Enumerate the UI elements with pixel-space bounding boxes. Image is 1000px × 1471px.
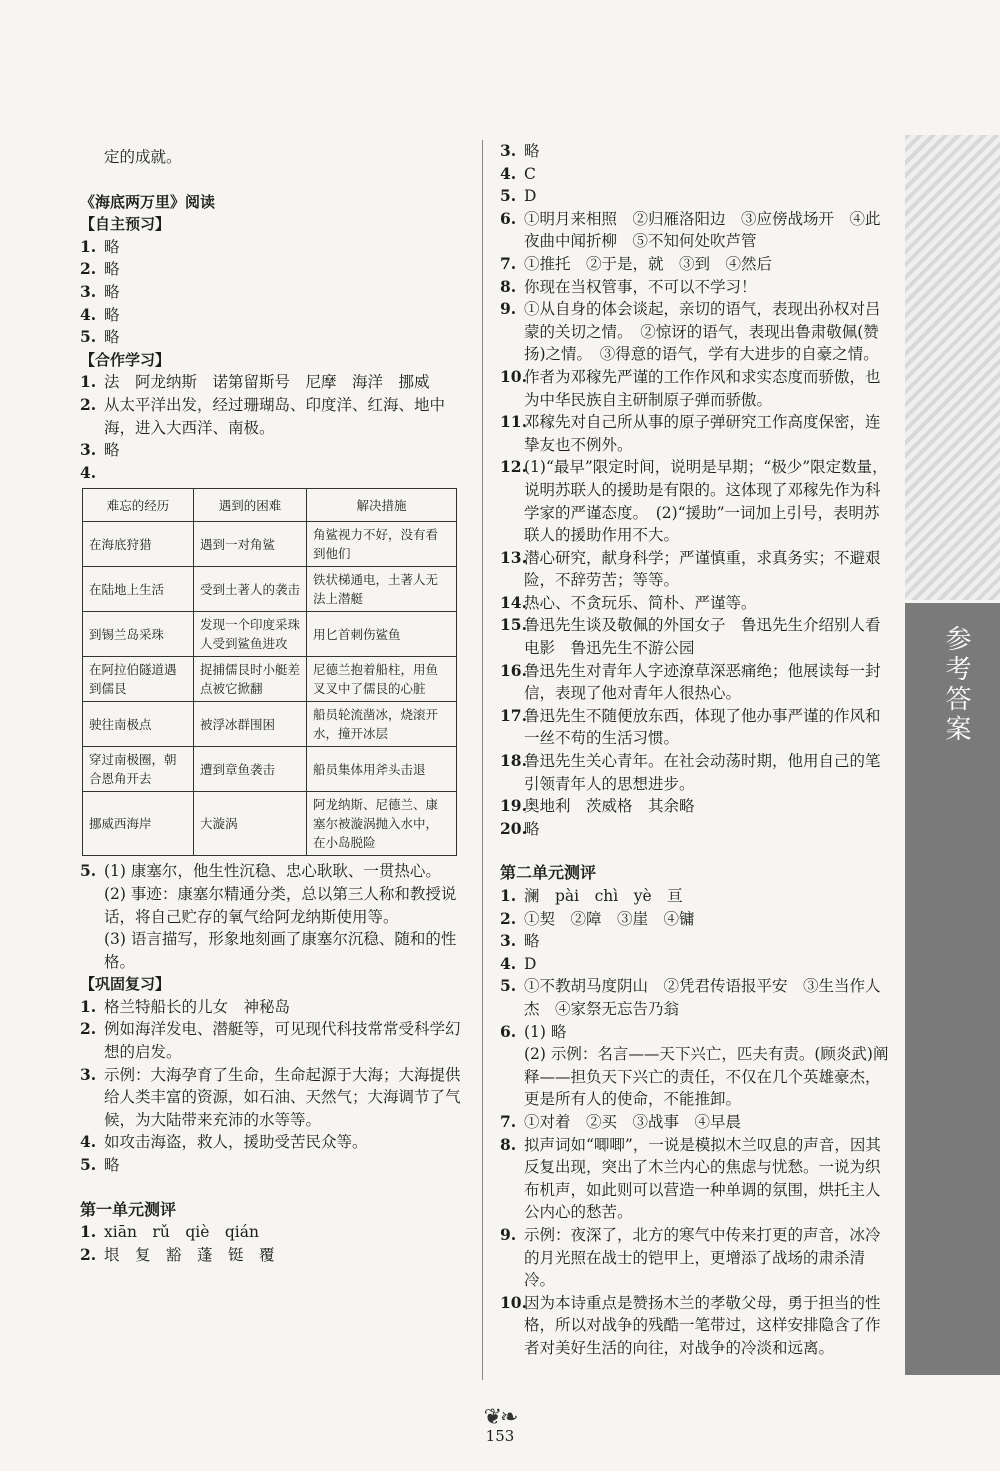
item-number: 14. bbox=[500, 592, 527, 612]
item5-line-2: (2) 事迹：康塞尔精通分类，总以第三人称和教授说话，将自己贮存的氧气给阿龙纳斯使用等。 bbox=[104, 884, 457, 926]
item-number: 6. bbox=[500, 208, 517, 228]
list-item bbox=[500, 953, 892, 976]
table-cell: 船员集体用斧头击退 bbox=[307, 747, 457, 792]
item-number: 10. bbox=[500, 366, 527, 386]
list-item bbox=[500, 614, 892, 659]
item-text: xiān rǔ qiè qián bbox=[104, 1223, 259, 1242]
list-item bbox=[80, 281, 465, 304]
item-text bbox=[104, 462, 465, 485]
sidebar-decoration bbox=[905, 135, 1000, 1375]
item-text: 略 bbox=[104, 305, 120, 324]
item-number: 5. bbox=[80, 861, 97, 881]
list-item bbox=[500, 1292, 892, 1360]
experience-table bbox=[82, 488, 457, 856]
unit1-title: 第一单元测评 bbox=[80, 1199, 177, 1219]
item-text: 如攻击海盗，救人，援助受苦民众等。 bbox=[104, 1133, 368, 1152]
item-text: 示例：夜深了，北方的寒气中传来打更的声音，冰冷的月光照在战士的铠甲上，更增添了战场的肃杀清冷。 bbox=[524, 1225, 881, 1290]
item-number: 13. bbox=[500, 547, 527, 567]
table-cell: 尼德兰抱着船柱，用鱼叉叉中了儒艮的心脏 bbox=[307, 657, 457, 702]
item-text: 作者为邓稼先严谨的工作作风和求实态度而骄傲，也为中华民族自主研制原子弹而骄傲。 bbox=[524, 367, 881, 409]
item-number: 4. bbox=[80, 462, 97, 482]
list-item bbox=[500, 163, 892, 186]
table-cell: 用匕首刺伤鲨鱼 bbox=[307, 612, 457, 657]
item-number: 12. bbox=[500, 457, 527, 477]
list-item bbox=[500, 298, 892, 366]
right-column bbox=[500, 140, 892, 1359]
item-number: 4. bbox=[80, 304, 97, 324]
item-text: 示例：大海孕育了生命，生命起源于大海；大海提供给人类丰富的资源，如石油、天然气；大海调节了气候，为大陆带来充沛的水等等。 bbox=[104, 1065, 461, 1129]
item-number: 8. bbox=[500, 276, 517, 296]
item-text: 拟声词如“唧唧”，一说是模拟木兰叹息的声音，因其反复出现，突出了木兰内心的焦虑与忧愁。一说为织布机声，如此则可以营造一种单调的氛围，烘托主人公内心的愁苦。 bbox=[524, 1135, 881, 1222]
list-item bbox=[500, 1111, 892, 1134]
item-number: 3. bbox=[500, 931, 517, 951]
item-text: 略 bbox=[104, 237, 120, 256]
list-item bbox=[80, 371, 465, 394]
item-number: 20. bbox=[500, 818, 527, 838]
item-text: 鲁迅先生谈及敬佩的外国女子 鲁迅先生介绍别人看电影 鲁迅先生不游公园 bbox=[524, 616, 881, 658]
list-item bbox=[80, 439, 465, 462]
item-number: 17. bbox=[500, 705, 527, 725]
item-text: 略 bbox=[524, 142, 540, 160]
item-number: 1. bbox=[500, 886, 517, 905]
item-number: 2. bbox=[80, 1244, 97, 1264]
item-number: 11. bbox=[500, 412, 527, 432]
item-number: 5. bbox=[500, 186, 517, 206]
item-number: 15. bbox=[500, 615, 527, 635]
sec1-list bbox=[80, 236, 465, 349]
item-text: D bbox=[524, 954, 537, 973]
list-item bbox=[500, 411, 892, 456]
item-text: (1) 略 bbox=[524, 1022, 567, 1041]
item-text: 法 阿龙纳斯 诺第留斯号 尼摩 海洋 挪威 bbox=[104, 373, 430, 392]
sec3-title: 【巩固复习】 bbox=[80, 975, 171, 994]
left-column bbox=[80, 146, 465, 1266]
item-number: 9. bbox=[500, 299, 517, 319]
item-text: 你现在当权管事，不可以不学习！ bbox=[524, 277, 757, 296]
item-text: (1)“最早”限定时间，说明是早期；“极少”限定数量，说明苏联人的援助是有限的。这体现了邓稼先作为科学家的严谨态度。 (2)“援助”一词加上引号，表明苏联人的援助作用不大。 bbox=[524, 458, 888, 545]
list-item bbox=[500, 276, 892, 299]
item-number: 3. bbox=[80, 281, 97, 301]
item-number: 3. bbox=[80, 440, 97, 460]
list-item bbox=[80, 1221, 465, 1244]
item-text: 澜 pài chì yè 亘 bbox=[524, 887, 683, 905]
table-cell: 船员轮流凿冰，烧滚开水，撞开冰层 bbox=[307, 702, 457, 747]
list-item bbox=[80, 394, 465, 439]
list-item bbox=[500, 975, 892, 1020]
table-row bbox=[83, 702, 457, 747]
table-header-cell: 遇到的困难 bbox=[194, 489, 307, 522]
table-cell: 角鲨视力不好，没有看到他们 bbox=[307, 522, 457, 567]
list-item bbox=[500, 253, 892, 276]
item-number: 4. bbox=[80, 1132, 97, 1152]
item-text: 略 bbox=[104, 260, 120, 279]
table-cell: 大漩涡 bbox=[194, 792, 307, 856]
table-cell: 在海底狩猎 bbox=[83, 522, 194, 567]
list-item bbox=[80, 1064, 465, 1132]
table-cell: 遭到章鱼袭击 bbox=[194, 747, 307, 792]
item-text: 略 bbox=[524, 819, 540, 838]
intro-text: 定的成就。 bbox=[104, 148, 182, 166]
page-number: 153 bbox=[485, 1427, 515, 1445]
item-text: ①契 ②障 ③崖 ④镛 bbox=[524, 909, 695, 928]
item-number: 5. bbox=[80, 1155, 97, 1175]
item5-line-1: (1) 康塞尔，他生性沉稳、忠心耿耿、一贯热心。 bbox=[104, 862, 441, 881]
item6-part2: (2) 示例：名言——天下兴亡，匹夫有责。(顾炎武)阐释——担负天下兴亡的责任，不仅在几个英雄豪杰，更是所有人的使命，不能推卸。 bbox=[524, 1045, 889, 1109]
item-text: 略 bbox=[524, 932, 540, 951]
list-item bbox=[80, 462, 465, 485]
item-text: C bbox=[524, 164, 536, 183]
table-cell: 铁状梯通电，土著人无法上潜艇 bbox=[307, 567, 457, 612]
table-cell: 穿过南极圈，朝合恩角开去 bbox=[83, 747, 194, 792]
list-item bbox=[80, 258, 465, 281]
table-row bbox=[83, 522, 457, 567]
table-row bbox=[83, 747, 457, 792]
item-number: 3. bbox=[80, 1064, 97, 1084]
unit2-list bbox=[500, 885, 892, 1043]
section-heading: 《海底两万里》阅读 bbox=[80, 192, 216, 211]
sec2-title: 【合作学习】 bbox=[80, 350, 171, 369]
list-item bbox=[80, 326, 465, 349]
list-item bbox=[80, 236, 465, 259]
list-item bbox=[500, 456, 892, 546]
item-number: 1. bbox=[80, 1222, 97, 1242]
list-item bbox=[80, 1154, 465, 1177]
list-item bbox=[80, 860, 465, 973]
item-number: 5. bbox=[80, 327, 97, 347]
item-number: 2. bbox=[80, 259, 97, 279]
item-text: 略 bbox=[104, 328, 120, 347]
item-text: ①不教胡马度阴山 ②凭君传语报平安 ③生当作人杰 ④家祭无忘告乃翁 bbox=[524, 977, 881, 1018]
item-text: 格兰特船长的儿女 神秘岛 bbox=[104, 997, 291, 1016]
table-header-cell: 解决措施 bbox=[307, 489, 457, 522]
list-item bbox=[80, 1018, 465, 1063]
list-item bbox=[500, 930, 892, 953]
right-list bbox=[500, 140, 892, 840]
item-text: 鲁迅先生关心青年。在社会动荡时期，他用自己的笔引领青年人的思想进步。 bbox=[524, 752, 881, 793]
unit2-title: 第二单元测评 bbox=[500, 863, 597, 883]
table-row bbox=[83, 657, 457, 702]
list-item bbox=[500, 1134, 892, 1224]
table-cell: 遇到一对角鲨 bbox=[194, 522, 307, 567]
list-item bbox=[500, 660, 892, 705]
item-text: 略 bbox=[104, 441, 120, 460]
item-text: ①对着 ②买 ③战事 ④早晨 bbox=[524, 1112, 742, 1131]
sec1-title: 【自主预习】 bbox=[80, 215, 171, 234]
item-number: 1. bbox=[80, 236, 97, 256]
unit1-list bbox=[80, 1221, 465, 1266]
item-text: 邓稼先对自己所从事的原子弹研究工作高度保密，连挚友也不例外。 bbox=[524, 413, 881, 454]
item-text: 略 bbox=[104, 1156, 120, 1175]
table-cell: 在陆地上生活 bbox=[83, 567, 194, 612]
item-number: 1. bbox=[80, 996, 97, 1016]
list-item bbox=[500, 547, 892, 592]
sec2-list bbox=[80, 371, 465, 484]
table-cell: 到锡兰岛采珠 bbox=[83, 612, 194, 657]
table-header-cell: 难忘的经历 bbox=[83, 489, 194, 522]
item-number: 7. bbox=[500, 1111, 517, 1131]
pattern-band bbox=[905, 135, 1000, 600]
list-item bbox=[80, 1131, 465, 1154]
table-cell: 捉捕儒艮时小艇差点被它掀翻 bbox=[194, 657, 307, 702]
list-item bbox=[500, 818, 892, 841]
item-text: 热心、不贪玩乐、简朴、严谨等。 bbox=[524, 593, 757, 612]
list-item bbox=[500, 1224, 892, 1292]
item-number: 7. bbox=[500, 253, 517, 273]
item-number: 18. bbox=[500, 751, 527, 771]
item-number: 10. bbox=[500, 1292, 527, 1312]
table-cell: 发现一个印度采珠人受到鲨鱼进攻 bbox=[194, 612, 307, 657]
item-text: 鲁迅先生对青年人字迹潦草深恶痛绝；他展读每一封信，表现了他对青年人很热心。 bbox=[524, 661, 881, 703]
list-item bbox=[500, 885, 892, 908]
list-item bbox=[80, 1244, 465, 1267]
item-number: 8. bbox=[500, 1134, 517, 1154]
item-text: 例如海洋发电、潜艇等，可见现代科技常常受科学幻想的启发。 bbox=[104, 1020, 461, 1062]
item-number: 2. bbox=[500, 908, 517, 928]
table-row bbox=[83, 792, 457, 856]
sidebar-title: 参考答案 bbox=[941, 625, 971, 745]
list-item bbox=[500, 366, 892, 411]
list-item bbox=[500, 750, 892, 795]
item-text: ①推托 ②于是，就 ③到 ④然后 bbox=[524, 254, 773, 273]
item-number: 5. bbox=[500, 976, 517, 996]
item-number: 2. bbox=[80, 394, 97, 414]
item-number: 6. bbox=[500, 1021, 517, 1041]
item-text: 从太平洋出发，经过珊瑚岛、印度洋、红海、地中海，进入大西洋、南极。 bbox=[104, 395, 446, 437]
table-row bbox=[83, 612, 457, 657]
item-text: ①从自身的体会谈起，亲切的语气，表现出孙权对吕蒙的关切之情。 ②惊讶的语气，表现出鲁肃敬佩(赞扬)之情。 ③得意的语气，学有大进步的自豪之情。 bbox=[524, 300, 881, 364]
item-number: 4. bbox=[500, 163, 517, 183]
item-text: 略 bbox=[104, 282, 120, 301]
list-item bbox=[500, 795, 892, 818]
table-cell: 挪威西海岸 bbox=[83, 792, 194, 856]
list-item bbox=[500, 592, 892, 615]
table-row bbox=[83, 567, 457, 612]
item-number: 2. bbox=[80, 1019, 97, 1039]
column-divider bbox=[482, 140, 483, 1380]
item-text: 潜心研究，献身科学；严谨慎重，求真务实；不避艰险，不辞劳苦；等等。 bbox=[524, 548, 881, 590]
table-cell: 受到土著人的袭击 bbox=[194, 567, 307, 612]
item5-line-3: (3) 语言描写，形象地刻画了康塞尔沉稳、随和的性格。 bbox=[104, 930, 457, 971]
item-text: 因为本诗重点是赞扬木兰的孝敬父母，勇于担当的性格，所以对战争的残酷一笔带过，这样安排隐含了作者对美好生活的向往，对战争的冷淡和远离。 bbox=[524, 1293, 881, 1357]
table-cell: 被浮冰群围困 bbox=[194, 702, 307, 747]
table-cell: 阿龙纳斯、尼德兰、康塞尔被漩涡抛入水中，在小岛脱险 bbox=[307, 792, 457, 856]
sec3-list bbox=[80, 996, 465, 1177]
item-text: ①明月来相照 ②归雁洛阳边 ③应傍战场开 ④此夜曲中闻折柳 ⑤不知何处吹芦管 bbox=[524, 209, 881, 251]
list-item bbox=[80, 304, 465, 327]
item-number: 1. bbox=[80, 372, 97, 392]
list-item bbox=[80, 996, 465, 1019]
item-number: 3. bbox=[500, 141, 517, 160]
item-number: 4. bbox=[500, 953, 517, 973]
list-item bbox=[500, 908, 892, 931]
item-number: 9. bbox=[500, 1224, 517, 1244]
unit2-list2 bbox=[500, 1111, 892, 1360]
list-item bbox=[500, 1021, 892, 1044]
item-number: 19. bbox=[500, 796, 527, 816]
list-item bbox=[500, 705, 892, 750]
list-item bbox=[500, 140, 892, 163]
list-item bbox=[500, 185, 892, 208]
ornament-icon: ❦❧ bbox=[483, 1405, 517, 1430]
item-text: 鲁迅先生不随便放东西，体现了他办事严谨的作风和一丝不苟的生活习惯。 bbox=[524, 706, 881, 748]
table-cell: 在阿拉伯隧道遇到儒艮 bbox=[83, 657, 194, 702]
item-text: 垠 复 豁 蓬 铤 覆 bbox=[104, 1245, 275, 1264]
table-cell: 驶往南极点 bbox=[83, 702, 194, 747]
item-text: D bbox=[524, 187, 537, 206]
page-footer bbox=[0, 1405, 1000, 1445]
item-text: 奥地利 茨威格 其余略 bbox=[524, 797, 695, 816]
list-item bbox=[500, 208, 892, 253]
item-number: 16. bbox=[500, 660, 527, 680]
